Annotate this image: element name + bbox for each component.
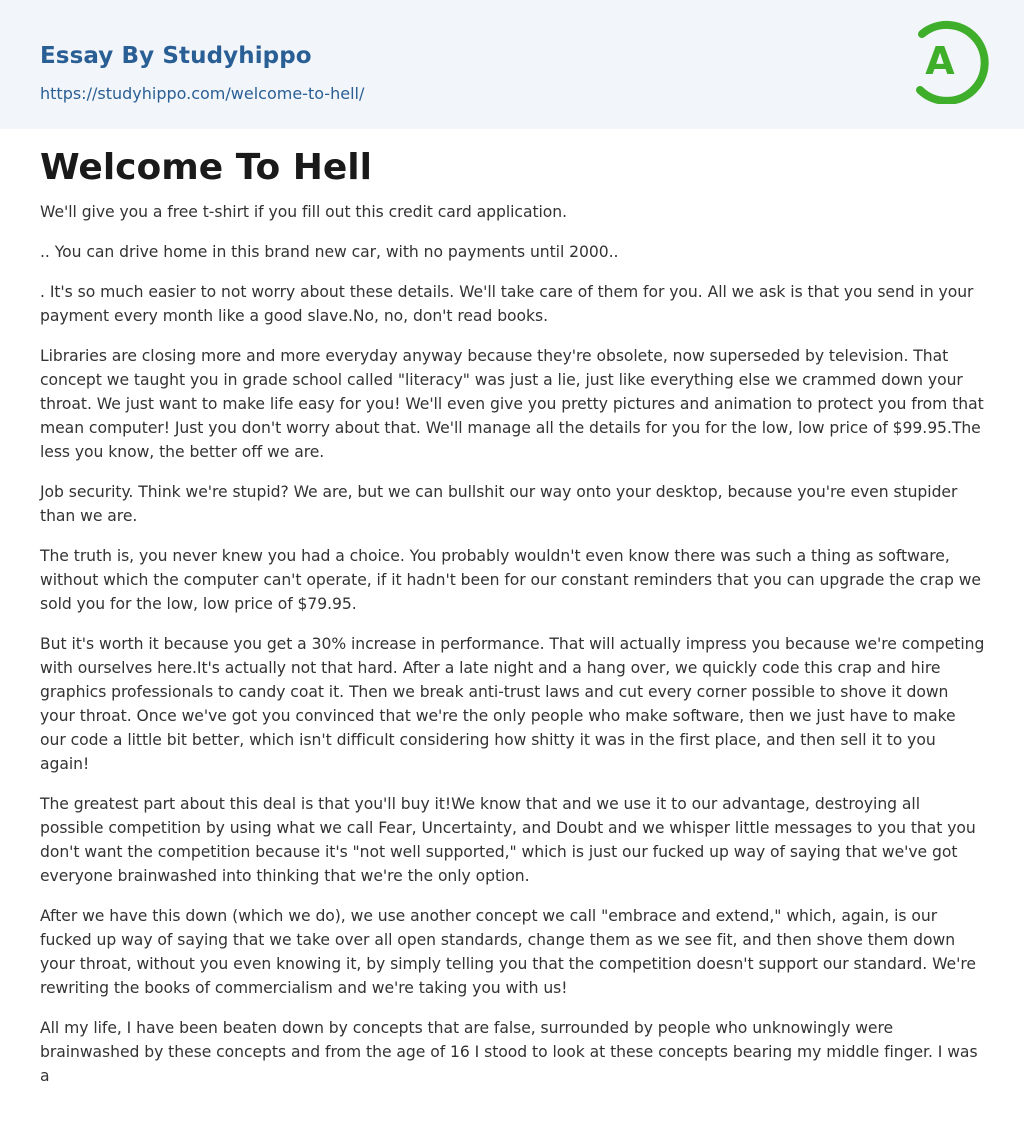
essay-paragraph: Job security. Think we're stupid? We are, but we can bullshit our way onto your desktop, because you're even stupider than we are. — [40, 483, 958, 525]
essay-paragraph: After we have this down (which we do), we use another concept we call "embrace and extend," which, again, is our fucked up way of saying that we take over all open standards, change them as we see fit, and then shove them down your throat, without you even knowing it, by simply telling you that the competition doesn't support our standard. We're rewriting the books of commercialism and we're taking you with us! — [40, 907, 976, 997]
essay-body — [40, 200, 986, 1104]
essay-paragraph: Libraries are closing more and more everyday anyway because they're obsolete, now superseded by television. That concept we taught you in grade school called "literacy" was just a lie, just like everything else we crammed down your throat. We just want to make life easy for you! We'll even give you pretty pictures and animation to protect you from that mean computer! Just you don't worry about that. We'll manage all the details for you for the low, low price of $99.95.The less you know, the better off we are. — [40, 347, 984, 461]
essay-paragraph: The greatest part about this deal is that you'll buy it!We know that and we use it to our advantage, destroying all possible competition by using what we call Fear, Uncertainty, and Doubt and we whisper little messages to you that you don't want the competition because it's "not well supported," which is just our fucked up way of saying that we've got everyone brainwashed into thinking that we're the only option. — [40, 795, 976, 885]
essay-url-link[interactable]: https://studyhippo.com/welcome-to-hell/ — [40, 84, 365, 103]
essay-paragraph: We'll give you a free t-shirt if you fill out this credit card application. — [40, 203, 568, 221]
studyhippo-logo-icon[interactable] — [904, 18, 990, 104]
essay-title: Welcome To Hell — [40, 147, 372, 188]
logo-letter: A — [925, 39, 955, 83]
essay-paragraph: . It's so much easier to not worry about these details. We'll take care of them for you. All we ask is that you send in your payment every month like a good slave.No, no, don't read books. — [40, 283, 974, 325]
essay-paragraph: The truth is, you never knew you had a choice. You probably wouldn't even know there was such a thing as software, without which the computer can't operate, if it hadn't been for our constant reminders that you can upgrade the crap we sold you for the low, low price of $79.95. — [40, 547, 981, 613]
essay-paragraph: .. You can drive home in this brand new car, with no payments until 2000.. — [40, 243, 619, 261]
site-brand[interactable]: Essay By Studyhippo — [40, 43, 312, 69]
essay-paragraph: All my life, I have been beaten down by concepts that are false, surrounded by people who unknowingly were brainwashed by these concepts and from the age of 16 I stood to look at these concepts bearing my middle finger. I was a — [40, 1019, 978, 1085]
essay-paragraph: But it's worth it because you get a 30% increase in performance. That will actually impress you because we're competing with ourselves here.It's actually not that hard. After a late night and a hang over, we quickly code this crap and hire graphics professionals to candy coat it. Then we break anti-trust laws and cut every corner possible to shove it down your throat. Once we've got you convinced that we're the only people who make software, then we just have to make our code a little bit better, which isn't difficult considering how shitty it was in the first place, and then sell it to you again! — [40, 635, 985, 773]
